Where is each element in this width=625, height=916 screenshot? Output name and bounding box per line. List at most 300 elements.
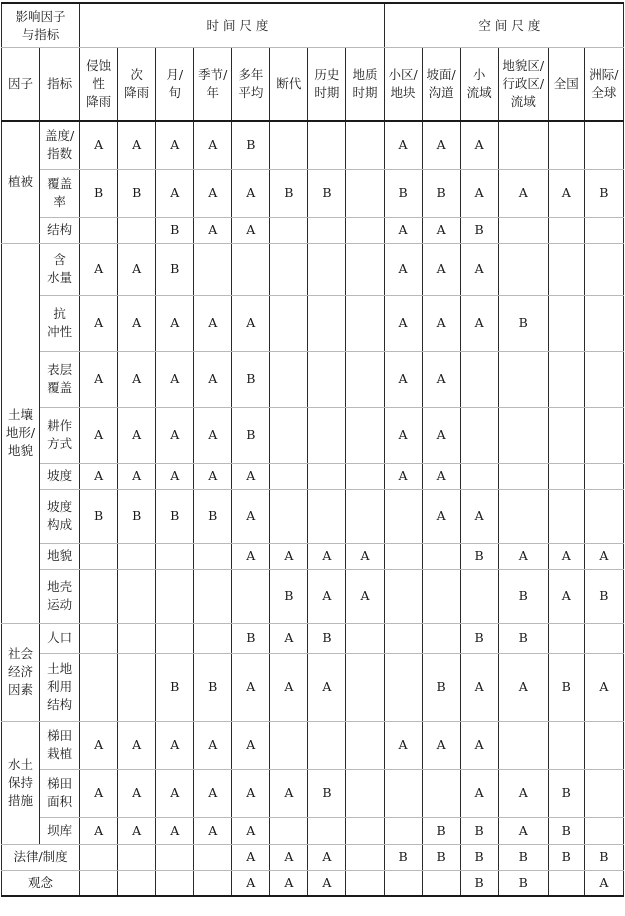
- grade-cell: A: [584, 653, 623, 721]
- grade-cell: B: [156, 217, 194, 243]
- table-row: [2, 489, 624, 543]
- grade-cell: A: [80, 295, 118, 351]
- column-header: 坡面/ 沟道: [422, 48, 460, 122]
- grade-cell: [346, 623, 384, 653]
- grade-cell: B: [308, 769, 346, 817]
- grade-cell: A: [498, 543, 548, 569]
- grade-cell: B: [422, 817, 460, 844]
- single-row-label: 法律/制度: [2, 844, 80, 870]
- indicator-cell: 盖度/ 指数: [40, 121, 80, 169]
- grade-cell: A: [460, 653, 498, 721]
- column-header: 地貌区/ 行政区/ 流域: [498, 48, 548, 122]
- grade-cell: A: [460, 121, 498, 169]
- grade-cell: [498, 407, 548, 463]
- grade-cell: B: [460, 217, 498, 243]
- scale-factor-table: [1, 2, 624, 897]
- grade-cell: A: [422, 121, 460, 169]
- grade-cell: [384, 543, 422, 569]
- grade-cell: A: [232, 169, 270, 217]
- table-row: [2, 351, 624, 407]
- table-row: [2, 243, 624, 295]
- grade-cell: [346, 489, 384, 543]
- grade-cell: A: [156, 121, 194, 169]
- grade-cell: B: [232, 351, 270, 407]
- single-row-label: 观念: [2, 870, 80, 896]
- grade-cell: [270, 721, 308, 769]
- grade-cell: [584, 769, 623, 817]
- grade-cell: B: [460, 844, 498, 870]
- grade-cell: A: [156, 295, 194, 351]
- grade-cell: A: [460, 243, 498, 295]
- grade-cell: A: [232, 295, 270, 351]
- grade-cell: A: [584, 870, 623, 896]
- grade-cell: A: [270, 870, 308, 896]
- table-row: [2, 769, 624, 817]
- table-row: [2, 295, 624, 351]
- grade-cell: A: [584, 543, 623, 569]
- indicator-cell: 表层 覆盖: [40, 351, 80, 407]
- grade-cell: A: [232, 721, 270, 769]
- grade-cell: B: [232, 623, 270, 653]
- column-header: 多年 平均: [232, 48, 270, 122]
- grade-cell: A: [194, 407, 232, 463]
- grade-cell: [346, 295, 384, 351]
- grade-cell: A: [156, 817, 194, 844]
- grade-cell: [384, 623, 422, 653]
- grade-cell: B: [270, 569, 308, 623]
- grade-cell: [346, 243, 384, 295]
- grade-cell: [584, 463, 623, 489]
- grade-cell: A: [498, 653, 548, 721]
- grade-cell: [80, 870, 118, 896]
- grade-cell: A: [308, 870, 346, 896]
- grade-cell: A: [460, 489, 498, 543]
- grade-cell: [118, 217, 156, 243]
- grade-cell: A: [460, 769, 498, 817]
- table-row: [2, 817, 624, 844]
- grade-cell: [548, 295, 584, 351]
- grade-cell: [156, 844, 194, 870]
- factor-group-label: 土壤 地形/ 地貌: [2, 243, 40, 623]
- grade-cell: [384, 870, 422, 896]
- grade-cell: B: [194, 653, 232, 721]
- column-header: 地质 时期: [346, 48, 384, 122]
- grade-cell: [346, 121, 384, 169]
- grade-cell: A: [80, 463, 118, 489]
- grade-cell: [548, 623, 584, 653]
- grade-cell: [308, 243, 346, 295]
- grade-cell: [194, 543, 232, 569]
- grade-cell: [346, 351, 384, 407]
- grade-cell: A: [270, 769, 308, 817]
- grade-cell: B: [498, 623, 548, 653]
- grade-cell: A: [422, 721, 460, 769]
- grade-cell: A: [232, 463, 270, 489]
- grade-cell: [270, 407, 308, 463]
- column-header: 小 流域: [460, 48, 498, 122]
- indicator-cell: 梯田 栽植: [40, 721, 80, 769]
- grade-cell: [548, 243, 584, 295]
- indicator-header: 指标: [40, 48, 80, 122]
- grade-cell: A: [194, 169, 232, 217]
- grade-cell: A: [156, 351, 194, 407]
- grade-cell: [308, 407, 346, 463]
- grade-cell: A: [80, 721, 118, 769]
- grade-cell: A: [118, 351, 156, 407]
- grade-cell: [118, 870, 156, 896]
- grade-cell: A: [118, 243, 156, 295]
- grade-cell: A: [232, 817, 270, 844]
- grade-cell: [498, 121, 548, 169]
- grade-cell: [498, 463, 548, 489]
- grade-cell: B: [460, 623, 498, 653]
- grade-cell: [156, 870, 194, 896]
- grade-cell: A: [548, 169, 584, 217]
- grade-cell: [584, 407, 623, 463]
- grade-cell: B: [460, 870, 498, 896]
- grade-cell: A: [194, 295, 232, 351]
- grade-cell: [548, 121, 584, 169]
- grade-cell: [308, 817, 346, 844]
- grade-cell: A: [232, 543, 270, 569]
- grade-cell: A: [194, 769, 232, 817]
- table-row: [2, 653, 624, 721]
- grade-cell: A: [460, 721, 498, 769]
- grade-cell: [156, 569, 194, 623]
- indicator-cell: 土地 利用 结构: [40, 653, 80, 721]
- table-row: [2, 870, 624, 896]
- grade-cell: A: [384, 351, 422, 407]
- grade-cell: B: [460, 543, 498, 569]
- factor-header: 因子: [2, 48, 40, 122]
- grade-cell: B: [498, 295, 548, 351]
- grade-cell: [422, 569, 460, 623]
- grade-cell: B: [548, 769, 584, 817]
- table-row: [2, 721, 624, 769]
- column-header: 季节/ 年: [194, 48, 232, 122]
- table-container: [1, 2, 624, 897]
- grade-cell: A: [346, 543, 384, 569]
- grade-cell: [118, 543, 156, 569]
- grade-cell: [118, 623, 156, 653]
- grade-cell: [80, 653, 118, 721]
- grade-cell: B: [232, 121, 270, 169]
- column-header: 次 降雨: [118, 48, 156, 122]
- corner-header: 影响因子 与指标: [2, 3, 80, 48]
- table-row: [2, 217, 624, 243]
- grade-cell: [308, 489, 346, 543]
- table-row: [2, 623, 624, 653]
- grade-cell: [346, 653, 384, 721]
- grade-cell: A: [460, 295, 498, 351]
- grade-cell: A: [498, 817, 548, 844]
- table-row: [2, 121, 624, 169]
- grade-cell: [584, 623, 623, 653]
- grade-cell: [384, 489, 422, 543]
- grade-cell: A: [232, 844, 270, 870]
- grade-cell: A: [156, 407, 194, 463]
- grade-cell: B: [584, 169, 623, 217]
- grade-cell: A: [232, 769, 270, 817]
- indicator-cell: 坡度: [40, 463, 80, 489]
- grade-cell: B: [498, 569, 548, 623]
- grade-cell: A: [156, 463, 194, 489]
- grade-cell: B: [270, 169, 308, 217]
- indicator-cell: 地壳 运动: [40, 569, 80, 623]
- grade-cell: [548, 489, 584, 543]
- grade-cell: B: [308, 169, 346, 217]
- grade-cell: [584, 721, 623, 769]
- grade-cell: [194, 870, 232, 896]
- column-header: 小区/ 地块: [384, 48, 422, 122]
- indicator-cell: 结构: [40, 217, 80, 243]
- grade-cell: B: [118, 489, 156, 543]
- indicator-cell: 人口: [40, 623, 80, 653]
- grade-cell: B: [118, 169, 156, 217]
- header-row-1: [2, 3, 624, 48]
- grade-cell: [460, 407, 498, 463]
- grade-cell: A: [194, 463, 232, 489]
- grade-cell: [422, 870, 460, 896]
- table-body: [2, 3, 624, 896]
- grade-cell: [194, 243, 232, 295]
- grade-cell: A: [548, 543, 584, 569]
- grade-cell: A: [156, 769, 194, 817]
- space-scale-header: 空 间 尺 度: [384, 3, 623, 48]
- grade-cell: A: [460, 169, 498, 217]
- grade-cell: [156, 543, 194, 569]
- table-row: [2, 569, 624, 623]
- grade-cell: A: [118, 769, 156, 817]
- column-header: 月/ 旬: [156, 48, 194, 122]
- table-row: [2, 407, 624, 463]
- grade-cell: A: [118, 721, 156, 769]
- grade-cell: [584, 243, 623, 295]
- grade-cell: [118, 844, 156, 870]
- grade-cell: B: [308, 623, 346, 653]
- grade-cell: A: [308, 844, 346, 870]
- grade-cell: A: [194, 817, 232, 844]
- grade-cell: [194, 569, 232, 623]
- indicator-cell: 覆盖 率: [40, 169, 80, 217]
- grade-cell: A: [308, 543, 346, 569]
- grade-cell: A: [194, 351, 232, 407]
- grade-cell: A: [156, 169, 194, 217]
- grade-cell: A: [194, 217, 232, 243]
- grade-cell: B: [156, 243, 194, 295]
- indicator-cell: 抗 冲性: [40, 295, 80, 351]
- grade-cell: B: [548, 653, 584, 721]
- grade-cell: [80, 623, 118, 653]
- grade-cell: A: [422, 243, 460, 295]
- grade-cell: A: [270, 653, 308, 721]
- column-header: 侵蚀 性 降雨: [80, 48, 118, 122]
- grade-cell: [270, 217, 308, 243]
- grade-cell: [384, 569, 422, 623]
- grade-cell: [460, 351, 498, 407]
- grade-cell: A: [270, 543, 308, 569]
- grade-cell: A: [384, 295, 422, 351]
- time-scale-header: 时 间 尺 度: [80, 3, 384, 48]
- grade-cell: B: [156, 489, 194, 543]
- grade-cell: [270, 295, 308, 351]
- grade-cell: [308, 721, 346, 769]
- grade-cell: [270, 351, 308, 407]
- grade-cell: [548, 721, 584, 769]
- grade-cell: [584, 489, 623, 543]
- grade-cell: [422, 769, 460, 817]
- grade-cell: A: [384, 217, 422, 243]
- grade-cell: [422, 543, 460, 569]
- grade-cell: A: [118, 295, 156, 351]
- grade-cell: [498, 243, 548, 295]
- grade-cell: B: [548, 817, 584, 844]
- grade-cell: B: [422, 169, 460, 217]
- grade-cell: [80, 217, 118, 243]
- grade-cell: [460, 463, 498, 489]
- grade-cell: [270, 243, 308, 295]
- grade-cell: B: [584, 569, 623, 623]
- grade-cell: A: [118, 121, 156, 169]
- grade-cell: [346, 407, 384, 463]
- indicator-cell: 梯田 面积: [40, 769, 80, 817]
- grade-cell: A: [308, 653, 346, 721]
- grade-cell: B: [422, 844, 460, 870]
- indicator-cell: 坡度 构成: [40, 489, 80, 543]
- column-header: 全国: [548, 48, 584, 122]
- grade-cell: [498, 721, 548, 769]
- grade-cell: [548, 463, 584, 489]
- grade-cell: [346, 844, 384, 870]
- grade-cell: [498, 489, 548, 543]
- grade-cell: A: [384, 121, 422, 169]
- grade-cell: A: [422, 295, 460, 351]
- grade-cell: [308, 295, 346, 351]
- grade-cell: [308, 121, 346, 169]
- grade-cell: B: [460, 817, 498, 844]
- grade-cell: [498, 351, 548, 407]
- indicator-cell: 地貌: [40, 543, 80, 569]
- grade-cell: A: [156, 721, 194, 769]
- grade-cell: A: [384, 243, 422, 295]
- grade-cell: A: [384, 407, 422, 463]
- grade-cell: A: [80, 243, 118, 295]
- table-row: [2, 169, 624, 217]
- grade-cell: [460, 569, 498, 623]
- grade-cell: A: [422, 351, 460, 407]
- grade-cell: [584, 351, 623, 407]
- grade-cell: A: [346, 569, 384, 623]
- indicator-cell: 耕作 方式: [40, 407, 80, 463]
- grade-cell: [232, 569, 270, 623]
- grade-cell: A: [232, 870, 270, 896]
- grade-cell: B: [80, 489, 118, 543]
- grade-cell: [384, 769, 422, 817]
- grade-cell: B: [422, 653, 460, 721]
- grade-cell: [118, 653, 156, 721]
- grade-cell: B: [156, 653, 194, 721]
- table-row: [2, 543, 624, 569]
- grade-cell: A: [422, 407, 460, 463]
- table-row: [2, 463, 624, 489]
- grade-cell: [384, 653, 422, 721]
- grade-cell: [194, 623, 232, 653]
- grade-cell: A: [80, 121, 118, 169]
- grade-cell: A: [498, 769, 548, 817]
- grade-cell: A: [118, 407, 156, 463]
- grade-cell: [346, 721, 384, 769]
- grade-cell: A: [80, 407, 118, 463]
- grade-cell: [270, 817, 308, 844]
- grade-cell: [548, 407, 584, 463]
- grade-cell: A: [422, 463, 460, 489]
- grade-cell: A: [422, 217, 460, 243]
- grade-cell: [232, 243, 270, 295]
- grade-cell: A: [270, 623, 308, 653]
- grade-cell: A: [384, 463, 422, 489]
- grade-cell: A: [232, 653, 270, 721]
- grade-cell: [548, 351, 584, 407]
- grade-cell: [584, 817, 623, 844]
- grade-cell: [80, 543, 118, 569]
- grade-cell: [548, 217, 584, 243]
- grade-cell: [384, 817, 422, 844]
- factor-group-label: 植被: [2, 121, 40, 243]
- grade-cell: [498, 217, 548, 243]
- grade-cell: B: [194, 489, 232, 543]
- column-header: 历史 时期: [308, 48, 346, 122]
- header-row-2: [2, 48, 624, 122]
- grade-cell: [194, 844, 232, 870]
- grade-cell: B: [384, 169, 422, 217]
- grade-cell: [346, 169, 384, 217]
- grade-cell: B: [80, 169, 118, 217]
- grade-cell: [548, 870, 584, 896]
- grade-cell: [346, 817, 384, 844]
- factor-group-label: 水土 保持 措施: [2, 721, 40, 844]
- grade-cell: A: [194, 721, 232, 769]
- grade-cell: A: [498, 169, 548, 217]
- grade-cell: [270, 463, 308, 489]
- grade-cell: A: [194, 121, 232, 169]
- grade-cell: A: [80, 351, 118, 407]
- grade-cell: [346, 769, 384, 817]
- indicator-cell: 坝库: [40, 817, 80, 844]
- grade-cell: [584, 217, 623, 243]
- grade-cell: A: [118, 817, 156, 844]
- grade-cell: [270, 489, 308, 543]
- grade-cell: [584, 121, 623, 169]
- grade-cell: [308, 463, 346, 489]
- grade-cell: A: [384, 721, 422, 769]
- grade-cell: A: [80, 817, 118, 844]
- grade-cell: [346, 217, 384, 243]
- grade-cell: [346, 463, 384, 489]
- grade-cell: [346, 870, 384, 896]
- grade-cell: [118, 569, 156, 623]
- grade-cell: B: [232, 407, 270, 463]
- factor-group-label: 社会 经济 因素: [2, 623, 40, 721]
- grade-cell: A: [80, 769, 118, 817]
- grade-cell: [80, 569, 118, 623]
- grade-cell: A: [232, 489, 270, 543]
- grade-cell: [422, 623, 460, 653]
- grade-cell: [584, 295, 623, 351]
- grade-cell: [308, 217, 346, 243]
- grade-cell: [80, 844, 118, 870]
- grade-cell: A: [308, 569, 346, 623]
- grade-cell: A: [118, 463, 156, 489]
